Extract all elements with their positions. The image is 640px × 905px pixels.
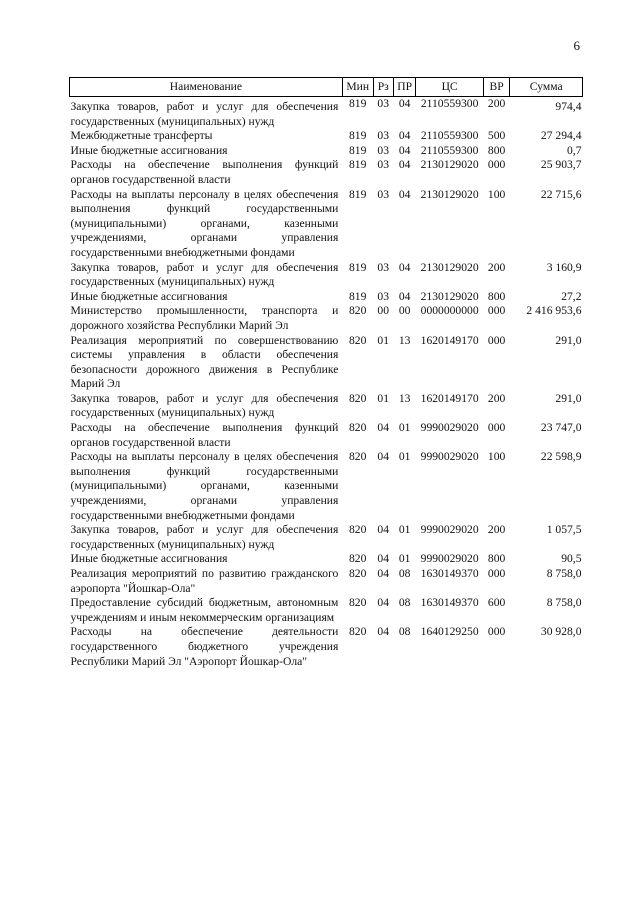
cell-rz: 04 xyxy=(377,567,390,580)
cell-vr: 000 xyxy=(487,333,506,347)
cell-sum: 1 057,5 xyxy=(546,523,582,537)
cell-vr: 600 xyxy=(487,596,506,610)
cell-rz: 04 xyxy=(377,552,390,566)
cell-cs: 1640129250 xyxy=(420,625,479,639)
budget-table xyxy=(69,77,583,669)
cell-vr: 200 xyxy=(487,97,506,110)
cell-sum: 25 903,7 xyxy=(540,158,582,172)
cell-name: Реализация мероприятий по совершенствованию системы управления в области обеспечения безопасности дорожного движения в Республике Марий Эл xyxy=(70,333,339,391)
cell-pr: 13 xyxy=(398,391,411,405)
table-row xyxy=(70,261,583,290)
cell-name: Закупка товаров, работ и услуг для обеспечения государственных (муниципальных) нужд xyxy=(70,100,339,128)
table-row xyxy=(70,392,583,421)
cell-name: Расходы на обеспечение выполнения функций органов государственной власти xyxy=(70,158,339,186)
cell-vr: 500 xyxy=(487,129,506,143)
cell-sum: 8 758,0 xyxy=(546,596,582,610)
table-row xyxy=(70,625,583,669)
cell-pr: 04 xyxy=(398,129,411,143)
table-row xyxy=(70,188,583,261)
cell-pr: 08 xyxy=(398,596,411,610)
cell-cs: 9990029020 xyxy=(420,421,479,435)
header-pr: ПР xyxy=(393,78,415,97)
cell-pr: 04 xyxy=(398,187,411,201)
cell-sum: 23 747,0 xyxy=(540,421,582,435)
cell-cs: 2110559300 xyxy=(420,97,479,110)
table-row xyxy=(70,567,583,596)
cell-min: 820 xyxy=(348,567,367,580)
cell-cs: 2130129020 xyxy=(420,289,479,303)
cell-cs: 2130129020 xyxy=(420,260,479,274)
header-name: Наименование xyxy=(70,78,343,97)
cell-name: Расходы на выплаты персоналу в целях обеспечения выполнения функций государственными (муниципальными) органами, казенными учреждениями, органами управления государственными внебюджетными фондами xyxy=(70,187,339,259)
cell-cs: 2130129020 xyxy=(420,158,479,172)
cell-vr: 000 xyxy=(487,421,506,435)
cell-pr: 04 xyxy=(398,158,411,172)
cell-min: 819 xyxy=(348,97,367,110)
cell-pr: 04 xyxy=(398,143,411,157)
cell-pr: 01 xyxy=(398,421,411,435)
cell-pr: 04 xyxy=(398,97,411,110)
cell-min: 819 xyxy=(348,187,367,201)
cell-vr: 000 xyxy=(487,304,506,318)
cell-vr: 000 xyxy=(487,625,506,639)
cell-vr: 000 xyxy=(487,158,506,172)
table-row xyxy=(70,334,583,392)
cell-min: 820 xyxy=(348,596,367,610)
cell-name: Расходы на обеспечение деятельности государственного бюджетного учреждения Республики Марий Эл "Аэропорт Йошкар-Ола" xyxy=(70,625,339,668)
cell-vr: 800 xyxy=(487,289,506,303)
table-header-row xyxy=(70,78,583,97)
cell-rz: 03 xyxy=(377,129,390,143)
cell-cs: 1630149370 xyxy=(420,596,479,610)
cell-pr: 04 xyxy=(398,260,411,274)
cell-name: Реализация мероприятий по развитию гражданского аэропорта "Йошкар-Ола" xyxy=(70,567,339,595)
cell-rz: 03 xyxy=(377,187,390,201)
cell-cs: 9990029020 xyxy=(420,450,479,464)
cell-sum: 0,7 xyxy=(567,143,582,157)
cell-cs: 2110559300 xyxy=(420,143,479,157)
cell-sum: 30 928,0 xyxy=(540,625,582,639)
cell-cs: 9990029020 xyxy=(420,523,479,537)
table-row xyxy=(70,523,583,552)
cell-rz: 04 xyxy=(377,625,390,639)
cell-name: Межбюджетные трансферты xyxy=(70,129,213,143)
cell-sum: 291,0 xyxy=(555,391,582,405)
table-row xyxy=(70,144,583,159)
cell-min: 819 xyxy=(348,289,367,303)
cell-sum: 291,0 xyxy=(555,333,582,347)
cell-name: Закупка товаров, работ и услуг для обеспечения государственных (муниципальных) нужд xyxy=(70,260,339,289)
cell-min: 820 xyxy=(348,523,367,537)
cell-vr: 800 xyxy=(487,143,506,157)
cell-min: 819 xyxy=(348,143,367,157)
cell-cs: 2110559300 xyxy=(420,129,479,143)
cell-min: 819 xyxy=(348,129,367,143)
table-row xyxy=(70,450,583,523)
cell-pr: 13 xyxy=(398,333,411,347)
cell-sum: 3 160,9 xyxy=(546,260,582,274)
cell-sum: 2 416 953,6 xyxy=(526,304,582,318)
cell-pr: 01 xyxy=(398,523,411,537)
cell-rz: 03 xyxy=(377,158,390,172)
cell-min: 820 xyxy=(348,304,367,318)
table-row xyxy=(70,596,583,625)
cell-sum: 974,4 xyxy=(555,100,582,113)
cell-rz: 03 xyxy=(377,289,390,303)
cell-cs: 2130129020 xyxy=(420,187,479,201)
table-body xyxy=(70,97,583,670)
table-row xyxy=(70,290,583,305)
table-row xyxy=(70,97,583,130)
page-number: 6 xyxy=(573,38,580,53)
cell-rz: 03 xyxy=(377,97,390,110)
cell-pr: 08 xyxy=(398,625,411,639)
cell-vr: 200 xyxy=(487,260,506,274)
cell-name: Закупка товаров, работ и услуг для обеспечения государственных (муниципальных) нужд xyxy=(70,391,339,420)
cell-name: Министерство промышленности, транспорта и дорожного хозяйства Республики Марий Эл xyxy=(70,304,339,332)
cell-name: Иные бюджетные ассигнования xyxy=(70,289,228,303)
cell-min: 820 xyxy=(348,333,367,347)
cell-rz: 04 xyxy=(377,421,390,435)
cell-vr: 800 xyxy=(487,552,506,566)
cell-cs: 1620149170 xyxy=(420,333,479,347)
header-vr: ВР xyxy=(483,78,510,97)
cell-name: Иные бюджетные ассигнования xyxy=(70,143,228,157)
cell-name: Иные бюджетные ассигнования xyxy=(70,552,228,566)
cell-vr: 200 xyxy=(487,391,506,405)
cell-name: Закупка товаров, работ и услуг для обеспечения государственных (муниципальных) нужд xyxy=(70,523,339,551)
cell-cs: 0000000000 xyxy=(420,304,479,318)
cell-rz: 04 xyxy=(377,596,390,610)
cell-rz: 03 xyxy=(377,143,390,157)
cell-rz: 03 xyxy=(377,260,390,274)
cell-name: Расходы на выплаты персоналу в целях обеспечения выполнения функций государственными (муниципальными) органами, казенными учреждениями, органами управления государственными внебюджетными фондами xyxy=(70,450,339,522)
cell-name: Расходы на обеспечение выполнения функций органов государственной власти xyxy=(70,421,339,449)
table-row xyxy=(70,129,583,144)
cell-pr: 01 xyxy=(398,552,411,566)
cell-cs: 1630149370 xyxy=(420,567,479,580)
cell-sum: 8 758,0 xyxy=(546,567,582,580)
cell-pr: 08 xyxy=(398,567,411,580)
cell-sum: 27,2 xyxy=(561,289,582,303)
cell-rz: 04 xyxy=(377,523,390,537)
header-min: Мин xyxy=(342,78,373,97)
cell-vr: 100 xyxy=(487,187,506,201)
cell-rz: 04 xyxy=(377,450,390,464)
cell-min: 819 xyxy=(348,260,367,274)
cell-pr: 01 xyxy=(398,450,411,464)
cell-rz: 01 xyxy=(377,333,390,347)
header-sum: Сумма xyxy=(510,78,583,97)
cell-min: 819 xyxy=(348,158,367,172)
table-row xyxy=(70,552,583,567)
header-cs: ЦС xyxy=(416,78,483,97)
cell-cs: 9990029020 xyxy=(420,552,479,566)
cell-sum: 22 598,9 xyxy=(540,450,582,464)
table-row xyxy=(70,304,583,333)
cell-min: 820 xyxy=(348,391,367,405)
cell-sum: 27 294,4 xyxy=(540,129,582,143)
cell-min: 820 xyxy=(348,450,367,464)
cell-rz: 00 xyxy=(377,304,390,318)
table-row xyxy=(70,421,583,450)
cell-sum: 22 715,6 xyxy=(540,187,582,201)
cell-name: Предоставление субсидий бюджетным, автономным учреждениям и иным некоммерческим организациям xyxy=(70,596,339,624)
cell-cs: 1620149170 xyxy=(420,391,479,405)
cell-pr: 00 xyxy=(398,304,411,318)
cell-min: 820 xyxy=(348,625,367,639)
cell-vr: 200 xyxy=(487,523,506,537)
table-row xyxy=(70,158,583,187)
cell-vr: 000 xyxy=(487,567,506,580)
cell-vr: 100 xyxy=(487,450,506,464)
cell-pr: 04 xyxy=(398,289,411,303)
cell-sum: 90,5 xyxy=(561,552,582,566)
header-rz: Рз xyxy=(373,78,393,97)
cell-min: 820 xyxy=(348,552,367,566)
cell-rz: 01 xyxy=(377,391,390,405)
cell-min: 820 xyxy=(348,421,367,435)
